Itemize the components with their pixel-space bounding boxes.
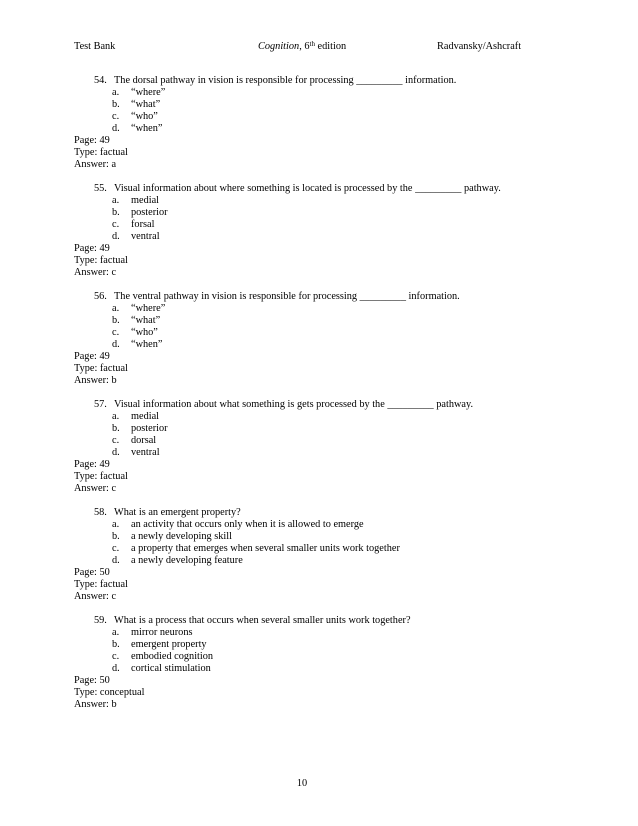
option-letter: c.	[112, 435, 120, 446]
question-text: What is an emergent property?	[114, 507, 241, 518]
question-type: Type: factual	[74, 255, 128, 266]
option-letter: c.	[112, 111, 120, 122]
option-text: a newly developing feature	[131, 555, 243, 566]
option-list	[74, 519, 574, 567]
option-text: posterior	[131, 207, 168, 218]
question-stem	[74, 507, 574, 519]
option-a	[74, 303, 574, 315]
question-text: Visual information about where something is located is processed by the _________ pathway.	[114, 183, 501, 194]
option-c	[74, 111, 574, 123]
option-d	[74, 447, 574, 459]
page-number: 10	[296, 778, 308, 789]
option-text: dorsal	[131, 435, 157, 446]
option-list	[74, 627, 574, 675]
question-text: The ventral pathway in vision is responsible for processing _________ information.	[114, 291, 460, 302]
option-letter: a.	[112, 303, 120, 314]
question-number: 59.	[94, 615, 107, 626]
header-edition-superscript: th	[309, 40, 315, 48]
option-letter: d.	[112, 123, 120, 134]
question-type: Type: factual	[74, 579, 128, 590]
question-answer: Answer: b	[74, 375, 117, 386]
option-d	[74, 231, 574, 243]
header-center-text	[258, 41, 346, 53]
option-a	[74, 519, 574, 531]
option-list	[74, 411, 574, 459]
option-list	[74, 303, 574, 351]
header-left-text: Test Bank	[74, 41, 116, 52]
option-text: “when”	[131, 123, 163, 134]
option-b	[74, 99, 574, 111]
question-55	[74, 183, 574, 279]
option-d	[74, 555, 574, 567]
option-b	[74, 315, 574, 327]
question-number: 56.	[94, 291, 107, 302]
option-letter: d.	[112, 663, 120, 674]
header-book-title: Cognition	[258, 41, 300, 52]
question-answer: Answer: c	[74, 267, 117, 278]
question-stem	[74, 75, 574, 87]
option-letter: b.	[112, 315, 120, 326]
option-text: mirror neurons	[131, 627, 193, 638]
question-type: Type: factual	[74, 147, 128, 158]
option-letter: b.	[112, 531, 120, 542]
question-answer: Answer: c	[74, 591, 117, 602]
question-number: 58.	[94, 507, 107, 518]
option-letter: a.	[112, 411, 120, 422]
question-answer: Answer: c	[74, 483, 117, 494]
option-text: emergent property	[131, 639, 207, 650]
question-page-ref: Page: 49	[74, 351, 110, 362]
option-letter: c.	[112, 651, 120, 662]
option-text: “who”	[131, 327, 158, 338]
option-d	[74, 663, 574, 675]
option-text: an activity that occurs only when it is allowed to emerge	[131, 519, 364, 530]
option-letter: a.	[112, 627, 120, 638]
option-letter: d.	[112, 339, 120, 350]
question-page-ref: Page: 49	[74, 135, 110, 146]
option-text: ventral	[131, 231, 160, 242]
question-57	[74, 399, 574, 495]
question-page-ref: Page: 50	[74, 567, 110, 578]
question-answer: Answer: b	[74, 699, 117, 710]
question-59	[74, 615, 574, 711]
option-letter: c.	[112, 327, 120, 338]
option-b	[74, 423, 574, 435]
option-text: ventral	[131, 447, 160, 458]
option-c	[74, 435, 574, 447]
option-text: “where”	[131, 303, 166, 314]
option-text: medial	[131, 195, 160, 206]
option-c	[74, 327, 574, 339]
question-page-ref: Page: 49	[74, 459, 110, 470]
option-text: “where”	[131, 87, 166, 98]
option-letter: a.	[112, 195, 120, 206]
option-a	[74, 411, 574, 423]
question-58	[74, 507, 574, 603]
question-list	[74, 75, 574, 723]
question-answer: Answer: a	[74, 159, 117, 170]
option-text: posterior	[131, 423, 168, 434]
question-text: What is a process that occurs when several smaller units work together?	[114, 615, 411, 626]
option-text: “who”	[131, 111, 158, 122]
question-type: Type: factual	[74, 471, 128, 482]
question-number: 54.	[94, 75, 107, 86]
option-d	[74, 123, 574, 135]
option-text: “when”	[131, 339, 163, 350]
option-letter: d.	[112, 231, 120, 242]
option-letter: d.	[112, 555, 120, 566]
question-page-ref: Page: 49	[74, 243, 110, 254]
option-letter: a.	[112, 87, 120, 98]
question-stem	[74, 291, 574, 303]
option-b	[74, 639, 574, 651]
question-stem	[74, 183, 574, 195]
question-type: Type: conceptual	[74, 687, 145, 698]
option-text: a property that emerges when several smaller units work together	[131, 543, 400, 554]
question-56	[74, 291, 574, 387]
question-stem	[74, 615, 574, 627]
option-a	[74, 195, 574, 207]
option-letter: b.	[112, 207, 120, 218]
question-text: The dorsal pathway in vision is responsible for processing _________ information.	[114, 75, 457, 86]
question-54	[74, 75, 574, 171]
option-letter: b.	[112, 639, 120, 650]
header-edition-prefix: , 6	[299, 41, 310, 52]
option-d	[74, 339, 574, 351]
option-c	[74, 651, 574, 663]
option-list	[74, 87, 574, 135]
option-b	[74, 207, 574, 219]
option-c	[74, 219, 574, 231]
option-a	[74, 627, 574, 639]
page-header	[0, 41, 638, 55]
question-page-ref: Page: 50	[74, 675, 110, 686]
option-letter: a.	[112, 519, 120, 530]
question-number: 55.	[94, 183, 107, 194]
option-text: “what”	[131, 315, 161, 326]
option-text: forsal	[131, 219, 155, 230]
option-letter: c.	[112, 543, 120, 554]
option-c	[74, 543, 574, 555]
question-number: 57.	[94, 399, 107, 410]
option-text: a newly developing skill	[131, 531, 232, 542]
option-text: cortical stimulation	[131, 663, 211, 674]
option-text: “what”	[131, 99, 161, 110]
header-right-text: Radvansky/Ashcraft	[437, 41, 522, 52]
page-footer	[0, 778, 638, 790]
question-type: Type: factual	[74, 363, 128, 374]
option-text: medial	[131, 411, 160, 422]
option-letter: d.	[112, 447, 120, 458]
option-letter: b.	[112, 99, 120, 110]
option-list	[74, 195, 574, 243]
option-text: embodied cognition	[131, 651, 214, 662]
option-a	[74, 87, 574, 99]
option-letter: c.	[112, 219, 120, 230]
question-stem	[74, 399, 574, 411]
question-text: Visual information about what something is gets processed by the _________ pathway.	[114, 399, 474, 410]
header-edition-suffix: edition	[314, 41, 347, 52]
option-b	[74, 531, 574, 543]
option-letter: b.	[112, 423, 120, 434]
